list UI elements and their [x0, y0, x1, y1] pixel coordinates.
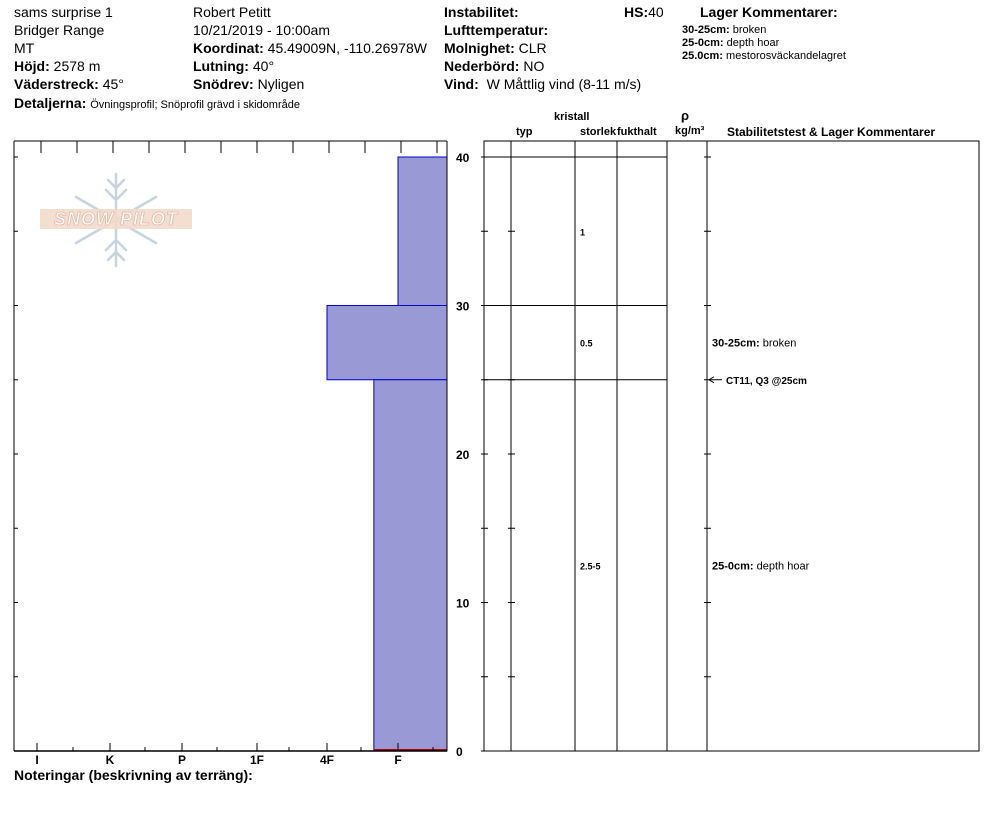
observer: Robert Petitt [193, 4, 271, 20]
slope-label: Lutning: [193, 58, 249, 74]
hardness-label: F [394, 753, 402, 767]
layer-comment-range: 25-0cm: [682, 37, 724, 49]
hardness-layer-bar [327, 306, 447, 380]
col-density-heading: kg/m³ [675, 125, 705, 137]
hardness-layer-bar [398, 157, 447, 306]
height-label: 20 [456, 448, 470, 462]
drift-value: Nyligen [257, 76, 305, 92]
hardness-label: P [177, 753, 187, 767]
drift-label: Snödrev: [193, 76, 254, 92]
layer-comment-range: 30-25cm: [682, 24, 730, 36]
notes-label: Noteringar (beskrivning av terräng): [14, 767, 253, 783]
profile-name: sams surprise 1 [14, 4, 113, 20]
height-label: 30 [456, 299, 470, 314]
hardness-label: 4F [319, 753, 335, 767]
instability-label: Instabilitet: [444, 4, 519, 20]
hardness-label: 1F [249, 753, 265, 767]
logo-text: SNOW PILOT [54, 209, 178, 229]
col-size-heading: storlek [580, 126, 617, 138]
hs-label: HS: [624, 4, 649, 20]
layer-comment-text: broken [732, 24, 767, 36]
height-label: 40 [456, 151, 470, 165]
height-label: 0 [456, 745, 463, 759]
aspect-value: 45° [102, 76, 124, 92]
air-temp-label: Lufttemperatur: [444, 22, 549, 38]
stability-test-label: CT11, Q3 @25cm [726, 375, 807, 387]
coord-label: Koordinat: [193, 40, 264, 56]
elevation-value: 2578 m [53, 58, 101, 74]
coord-value: 45.49009N, -110.26978W [267, 40, 427, 56]
crystal-size-label: 0.5 [580, 338, 593, 349]
sky-value: CLR [518, 40, 547, 56]
crystal-size-label: 2.5-5 [580, 561, 601, 572]
layer-comment-range: 25.0cm: [682, 50, 723, 62]
hs-value: 40 [648, 4, 664, 20]
height-label: 10 [456, 596, 470, 611]
sky-label: Molnighet: [444, 40, 515, 56]
layer-comment-text: depth hoar [726, 37, 780, 49]
slope-value: 40° [252, 58, 275, 74]
col-moisture-heading: fukthalt [617, 126, 657, 138]
wind-value: W Måttlig vind (8-11 m/s) [486, 76, 642, 92]
aspect-label: Väderstreck: [14, 76, 99, 92]
elevation-label: Höjd: [14, 58, 50, 74]
crystal-size-label: 1 [580, 227, 586, 238]
layer-table-border [484, 141, 979, 751]
details-label: Detaljerna: [14, 95, 87, 111]
precip-value: NO [523, 58, 545, 74]
col-rho-heading: ρ [681, 108, 690, 123]
layer-comment-text: mestorosväckandelagret [726, 50, 846, 62]
precip-label: Nederbörd: [444, 58, 520, 74]
layer-comments-title: Lager Kommentarer: [700, 4, 838, 20]
state: MT [14, 40, 35, 56]
hardness-label: I [35, 753, 39, 767]
hardness-label: K [105, 753, 115, 767]
layer-comment: 25-0cm: depth hoar [712, 560, 810, 573]
wind-label: Vind: [444, 76, 479, 92]
layer-comment: 30-25cm: broken [712, 337, 797, 350]
datetime: 10/21/2019 - 10:00am [193, 22, 330, 38]
col-stability-heading: Stabilitetstest & Lager Kommentarer [727, 125, 936, 139]
col-crystal-heading: kristall [554, 111, 590, 123]
col-type-heading: typ [516, 126, 533, 138]
details-value: Övningsprofil; Snöprofil grävd i skidområde [90, 99, 300, 111]
range-name: Bridger Range [14, 22, 105, 38]
hardness-layer-bar [374, 380, 447, 751]
